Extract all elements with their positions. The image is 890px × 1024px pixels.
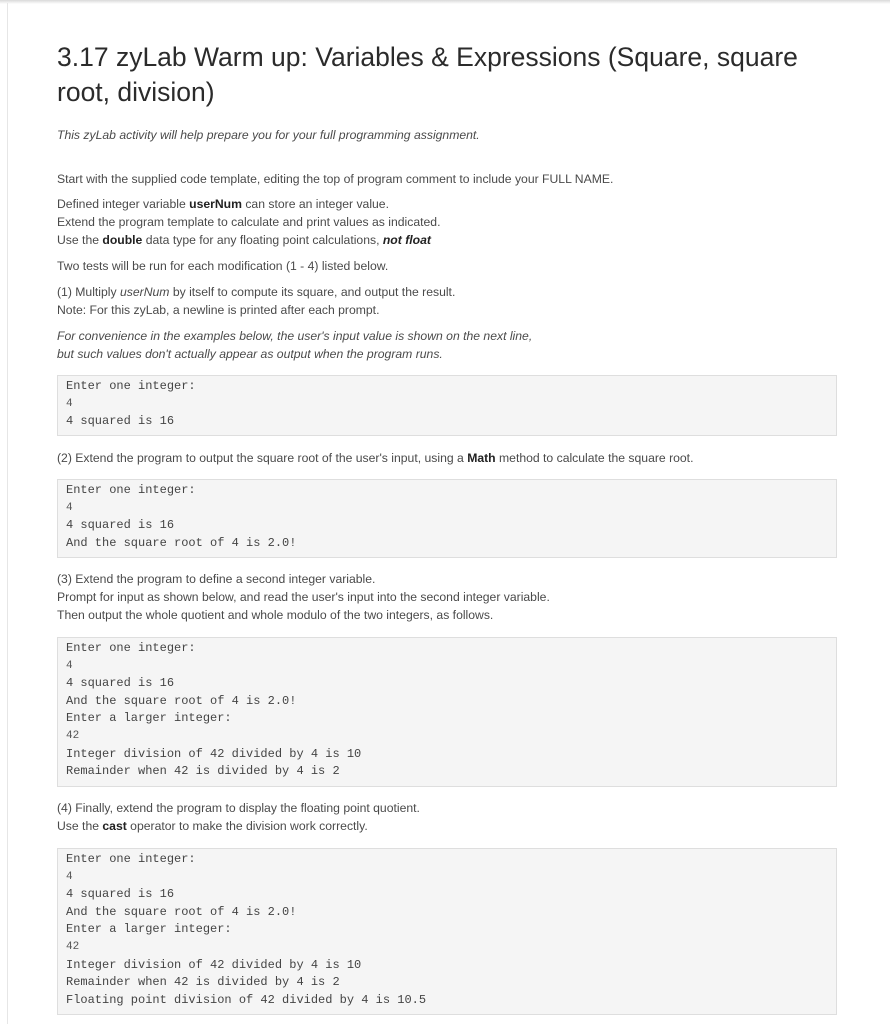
step1-text: (1) Multiply userNum by itself to compute its square, and output the result. xyxy=(57,285,456,299)
usernum-italic: userNum xyxy=(119,285,170,299)
intro-text: This zyLab activity will help prepare you for your full programming assignment. xyxy=(57,128,480,142)
code-example-4 xyxy=(57,848,837,1015)
code-line: Enter one integer: xyxy=(66,379,196,393)
code-example-3 xyxy=(57,637,837,787)
code-line: 4 squared is 16 xyxy=(66,887,175,902)
code-line: 4 squared is 16 xyxy=(66,414,175,429)
code-example-1 xyxy=(57,375,837,436)
code-line: And the square root of 4 is 2.0! xyxy=(66,693,297,708)
code-line: And the square root of 4 is 2.0! xyxy=(66,535,297,550)
use-double-text: Use the double data type for any floating point calculations, not float xyxy=(57,233,431,247)
cast-bold: cast xyxy=(102,819,127,833)
code-line: 4 xyxy=(66,659,73,672)
two-tests-text: Two tests will be run for each modification (1 - 4) listed below. xyxy=(57,259,389,273)
step2-text: (2) Extend the program to output the square root of the user's input, using a Math method to calculate the square root. xyxy=(57,451,694,465)
code-line: Enter one integer: xyxy=(66,483,196,497)
page-title: 3.17 zyLab Warm up: Variables & Expressions (Square, square root, division) xyxy=(57,42,798,107)
code-line: Enter a larger integer: xyxy=(66,711,232,726)
code-line: Remainder when 42 is divided by 4 is 2 xyxy=(66,975,340,990)
math-bold: Math xyxy=(467,451,496,465)
code-line: 4 xyxy=(66,501,73,514)
code-line: 4 squared is 16 xyxy=(66,676,175,691)
extend-text: Extend the program template to calculate and print values as indicated. xyxy=(57,215,441,229)
top-shadow xyxy=(0,0,890,4)
code-line: 4 xyxy=(66,397,73,410)
code-example-2 xyxy=(57,479,837,558)
code-line: 42 xyxy=(66,940,80,953)
step4-line2: Use the cast operator to make the division work correctly. xyxy=(57,819,368,833)
code-line: Integer division of 42 divided by 4 is 10 xyxy=(66,746,362,761)
step3-line2: Prompt for input as shown below, and read the user's input into the second integer variable. xyxy=(57,590,550,604)
double-bold: double xyxy=(102,233,143,247)
not-float-bold: not float xyxy=(382,233,431,247)
code-line: 42 xyxy=(66,729,80,742)
code-line: 4 squared is 16 xyxy=(66,518,175,533)
convenience-line1: For convenience in the examples below, the user's input value is shown on the next line, xyxy=(57,329,533,343)
code-line: Floating point division of 42 divided by 4 is 10.5 xyxy=(66,992,427,1007)
code-line: Integer division of 42 divided by 4 is 10 xyxy=(66,957,362,972)
code-line: Enter a larger integer: xyxy=(66,922,232,937)
convenience-line2: but such values don't actually appear as output when the program runs. xyxy=(57,347,443,361)
start-text: Start with the supplied code template, editing the top of program comment to include your FULL NAME. xyxy=(57,172,614,186)
code-line: 4 xyxy=(66,870,73,883)
code-line: Remainder when 42 is divided by 4 is 2 xyxy=(66,764,340,779)
code-line: Enter one integer: xyxy=(66,641,196,655)
step3-line3: Then output the whole quotient and whole modulo of the two integers, as follows. xyxy=(57,608,494,622)
left-border xyxy=(7,3,8,1024)
usernum-bold: userNum xyxy=(189,197,242,211)
defined-text: Defined integer variable userNum can store an integer value. xyxy=(57,197,389,211)
step4-line1: (4) Finally, extend the program to display the floating point quotient. xyxy=(57,801,420,815)
note-text: Note: For this zyLab, a newline is printed after each prompt. xyxy=(57,303,380,317)
code-line: Enter one integer: xyxy=(66,852,196,866)
code-line: And the square root of 4 is 2.0! xyxy=(66,904,297,919)
step3-line1: (3) Extend the program to define a second integer variable. xyxy=(57,572,376,586)
